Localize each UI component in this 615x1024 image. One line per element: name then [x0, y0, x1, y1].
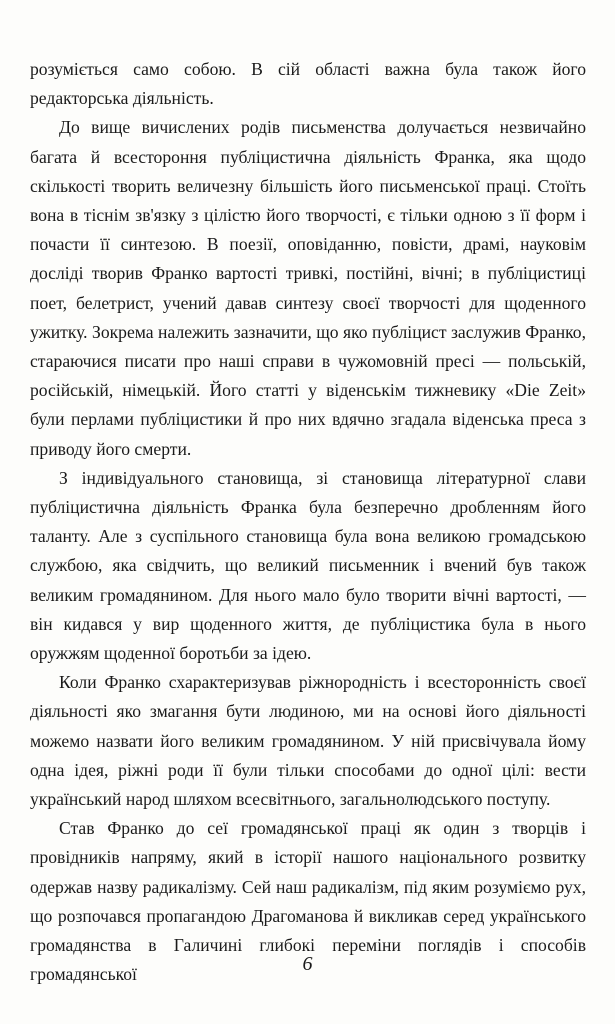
paragraph-5: Став Франко до сеї громадянської праці як один з творців і провідників напряму, який в історії нашого національного розвитку одержав назву радикалізму. Сей наш радикалізм, під яким розуміємо рух, що розпочався пропагандою Драгоманова й викликав серед українського громадянства в Галичині глибокі переміни поглядів і способів громадянської	[30, 818, 586, 985]
body-text	[30, 55, 586, 990]
paragraph-3: З індивідуального становища, зі становища літературної слави публіцистична діяльність Франка була безперечно дробленням його таланту. Але з суспільного становища була вона великою громадською службою, яка свідчить, що великий письменник і вчений був також великим громадянином. Для нього мало було творити вічні вартості, — він кидався у вир щоденного життя, де публіцистика була в нього оружжям щоденної боротьби за ідею.	[30, 467, 586, 664]
paragraph-1: розуміється само собою. В сій області важна була також його редакторська діяльність.	[30, 59, 586, 109]
page-number: 6	[302, 953, 313, 975]
paragraph-4: Коли Франко схарактеризував ріжнородність і всесторонність своєї діяльності яко змагання бути людиною, ми на основі його діяльності можемо назвати його великим громадянином. У ній присвічувала йому одна ідея, ріжні роди її були тільки способами до одної цілі: вести український народ шляхом всесвітнього, загальнолюдського поступу.	[30, 672, 586, 810]
paragraph-2: До вище вичислених родів письменства долучається незвичайно багата й всестороння публіцистична діяльність Франка, яка щодо скількості творить величезну більшість його письменської праці. Стоїть вона в тіснім зв'язку з цілістю його творчості, є тільки одною з її форм і почасти її синтезою. В поезії, оповіданню, повісти, драмі, науковім досліді творив Франко вартості тривкі, постійні, вічні; в публіцистиці поет, белетрист, учений давав синтезу своєї творчості для щоденного ужитку. Зокрема належить зазначити, що яко публіцист заслужив Франко, стараючися писати про наші справи в чужомовній пресі — польській, російській, німецькій. Його статті у віденськім тижневику «Die Zeit» були перлами публіцистики й про них вдячно згадала віденська преса з приводу його смерти.	[30, 117, 586, 459]
